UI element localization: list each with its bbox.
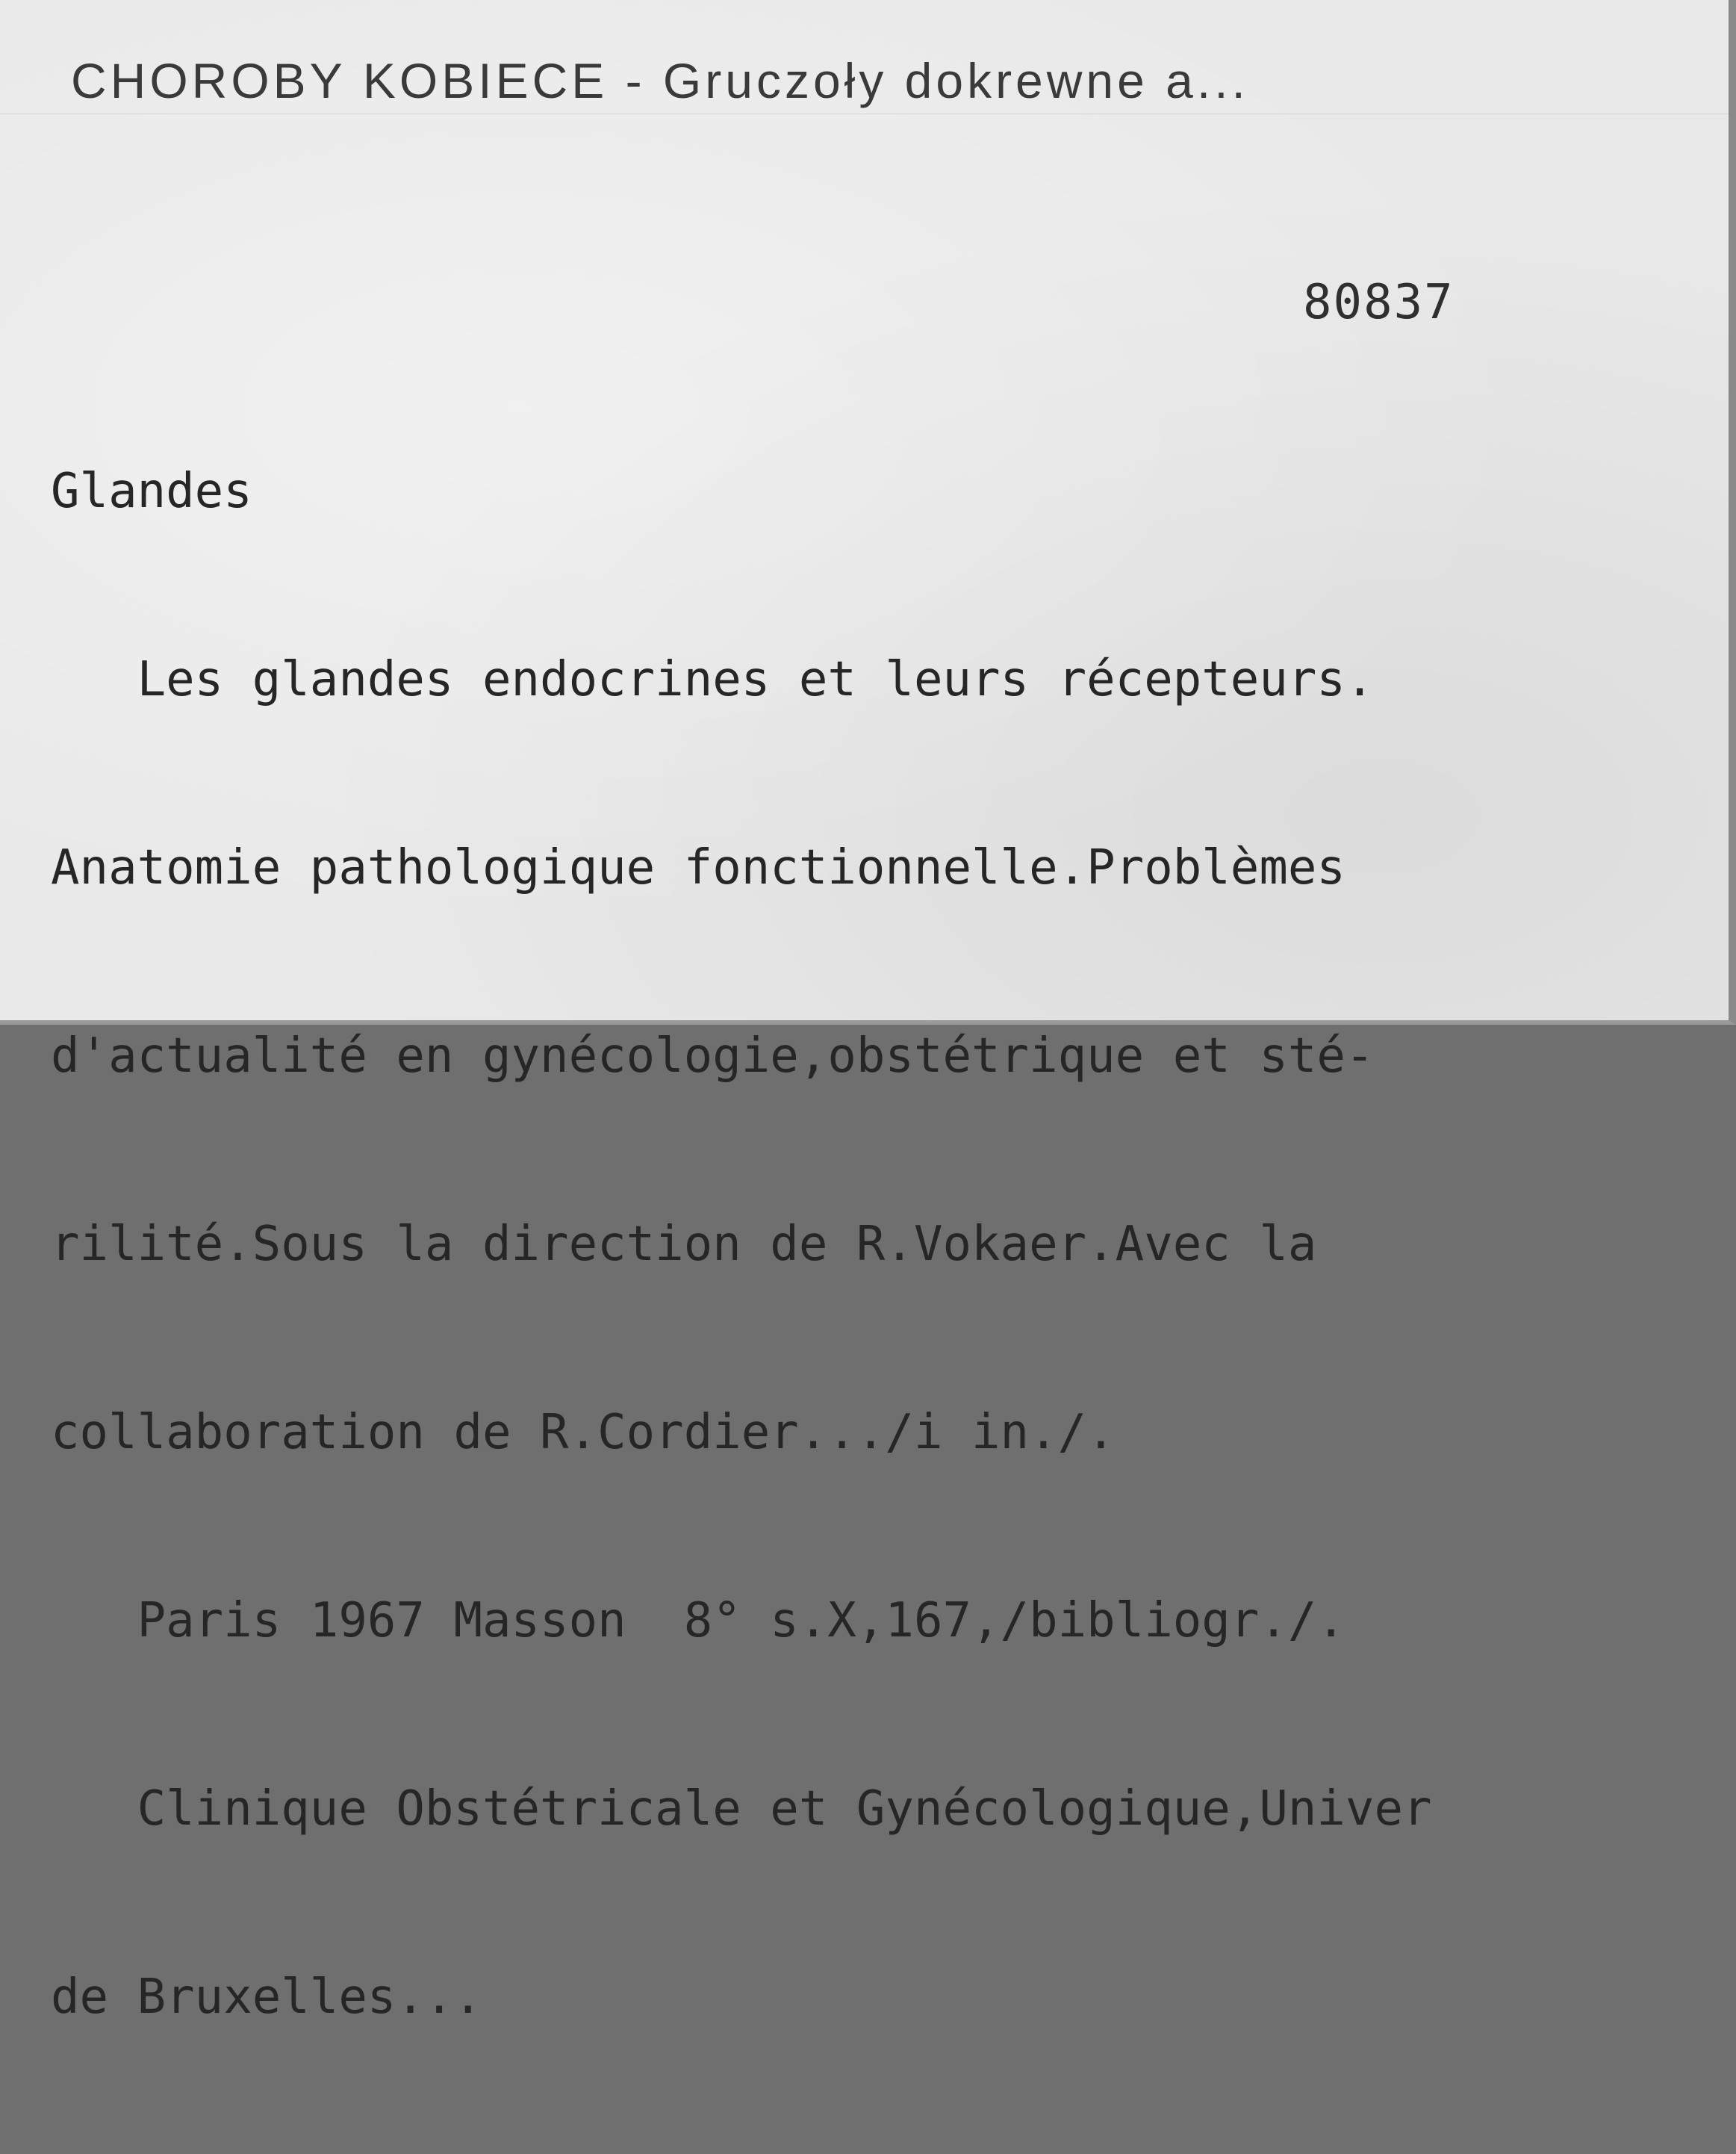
entry-line-collaborator: collaboration de R.Cordier.../i in./. <box>51 1405 1116 1460</box>
bibliographic-entry <box>51 335 1432 2154</box>
entry-line-subtitle-cont: d'actualité en gynécologie,obstétrique et sté- <box>51 1028 1375 1084</box>
subject-heading: CHOROBY KOBIECE - Gruczoły dokrewne a... <box>71 53 1249 108</box>
entry-line-imprint: Paris 1967 Masson 8° s.X,167,/bibliogr./. <box>51 1593 1345 1648</box>
entry-line-subtitle: Anatomie pathologique fonctionnelle.Problèmes <box>51 840 1345 896</box>
entry-line-note: Clinique Obstétricale et Gynécologique,Univer <box>51 1781 1432 1837</box>
entry-line-filing-title: Glandes <box>51 464 252 519</box>
entry-line-note-cont: de Bruxelles... <box>51 1970 482 2025</box>
accession-number: 80837 <box>1303 275 1455 330</box>
entry-line-title: Les glandes endocrines et leurs récepteurs. <box>51 652 1375 707</box>
entry-line-editor: rilité.Sous la direction de R.Vokaer.Avec la <box>51 1217 1317 1272</box>
